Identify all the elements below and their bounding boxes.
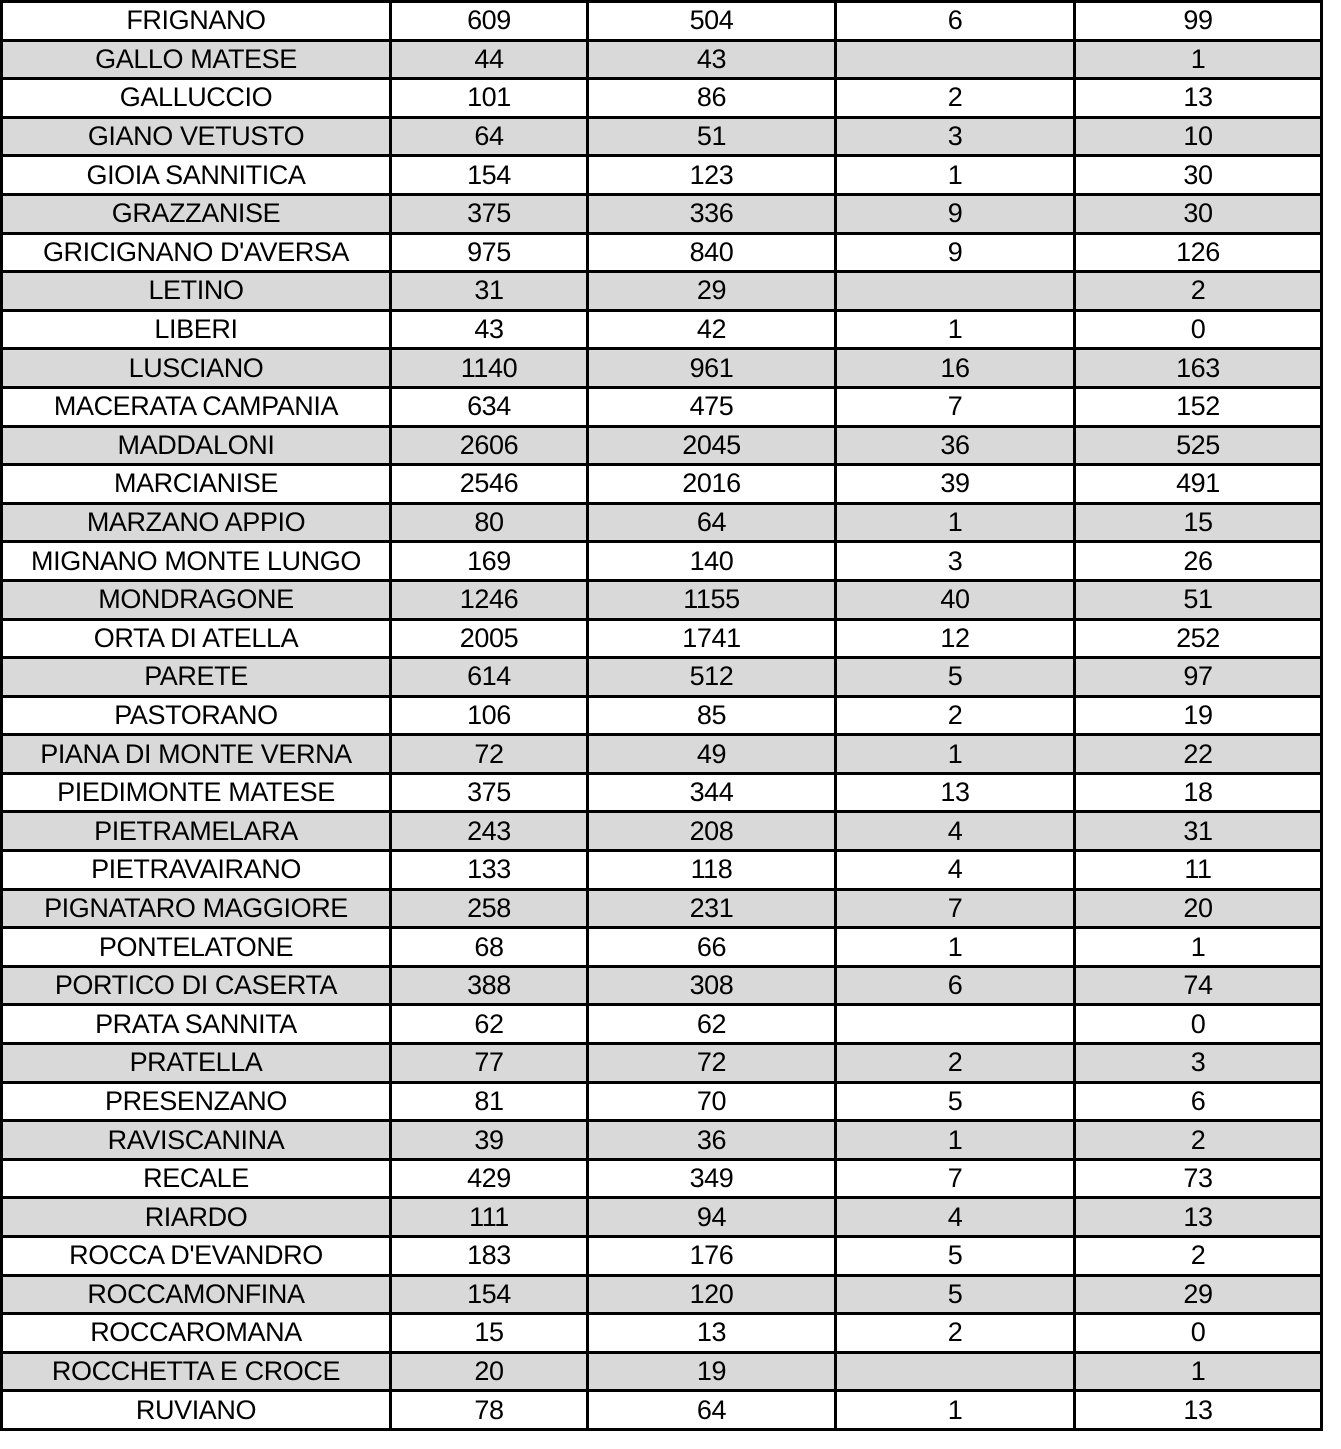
value-cell: 70 xyxy=(588,1082,836,1121)
municipality-name-cell: PRATELLA xyxy=(2,1044,391,1083)
table-body xyxy=(2,2,1322,1430)
value-cell: 2 xyxy=(836,79,1075,118)
value-cell: 634 xyxy=(391,387,588,426)
value-cell: 16 xyxy=(836,349,1075,388)
value-cell: 126 xyxy=(1075,233,1322,272)
table-row xyxy=(2,40,1322,79)
table-row xyxy=(2,387,1322,426)
municipality-name-cell: GIOIA SANNITICA xyxy=(2,156,391,195)
municipality-name-cell: ROCCHETTA E CROCE xyxy=(2,1352,391,1391)
table-row xyxy=(2,349,1322,388)
value-cell: 36 xyxy=(836,426,1075,465)
value-cell: 15 xyxy=(391,1314,588,1353)
value-cell: 1 xyxy=(1075,1352,1322,1391)
municipality-name-cell: PORTICO DI CASERTA xyxy=(2,966,391,1005)
table-row xyxy=(2,79,1322,118)
value-cell: 6 xyxy=(836,2,1075,41)
value-cell: 118 xyxy=(588,851,836,890)
value-cell: 375 xyxy=(391,194,588,233)
value-cell: 6 xyxy=(836,966,1075,1005)
municipality-name-cell: ORTA DI ATELLA xyxy=(2,619,391,658)
table-row xyxy=(2,426,1322,465)
municipality-name-cell: PARETE xyxy=(2,658,391,697)
municipality-name-cell: GALLUCCIO xyxy=(2,79,391,118)
value-cell: 183 xyxy=(391,1237,588,1276)
municipality-name-cell: ROCCA D'EVANDRO xyxy=(2,1237,391,1276)
value-cell: 231 xyxy=(588,889,836,928)
value-cell: 120 xyxy=(588,1275,836,1314)
municipality-name-cell: GRAZZANISE xyxy=(2,194,391,233)
value-cell: 66 xyxy=(588,928,836,967)
table-row xyxy=(2,1237,1322,1276)
value-cell: 1140 xyxy=(391,349,588,388)
municipality-name-cell: ROCCAROMANA xyxy=(2,1314,391,1353)
value-cell: 5 xyxy=(836,1275,1075,1314)
value-cell: 94 xyxy=(588,1198,836,1237)
value-cell: 243 xyxy=(391,812,588,851)
municipality-name-cell: LIBERI xyxy=(2,310,391,349)
value-cell: 62 xyxy=(588,1005,836,1044)
value-cell: 80 xyxy=(391,503,588,542)
value-cell: 1 xyxy=(836,503,1075,542)
table-row xyxy=(2,542,1322,581)
value-cell: 1 xyxy=(1075,928,1322,967)
value-cell: 31 xyxy=(1075,812,1322,851)
table-row xyxy=(2,1044,1322,1083)
value-cell: 111 xyxy=(391,1198,588,1237)
value-cell: 13 xyxy=(836,773,1075,812)
value-cell: 62 xyxy=(391,1005,588,1044)
value-cell: 13 xyxy=(1075,79,1322,118)
value-cell: 2045 xyxy=(588,426,836,465)
value-cell: 163 xyxy=(1075,349,1322,388)
value-cell: 2 xyxy=(836,1044,1075,1083)
table-row xyxy=(2,773,1322,812)
value-cell: 13 xyxy=(588,1314,836,1353)
value-cell: 106 xyxy=(391,696,588,735)
value-cell: 9 xyxy=(836,233,1075,272)
table-row xyxy=(2,156,1322,195)
value-cell: 101 xyxy=(391,79,588,118)
table-row xyxy=(2,812,1322,851)
value-cell: 1 xyxy=(1075,40,1322,79)
value-cell: 3 xyxy=(836,117,1075,156)
value-cell: 2 xyxy=(1075,1237,1322,1276)
table-row xyxy=(2,1314,1322,1353)
municipality-name-cell: GIANO VETUSTO xyxy=(2,117,391,156)
municipality-name-cell: MARCIANISE xyxy=(2,465,391,504)
value-cell xyxy=(836,40,1075,79)
value-cell: 19 xyxy=(1075,696,1322,735)
value-cell: 51 xyxy=(588,117,836,156)
municipality-name-cell: RIARDO xyxy=(2,1198,391,1237)
table-row xyxy=(2,1391,1322,1430)
municipality-name-cell: PIETRAMELARA xyxy=(2,812,391,851)
value-cell: 15 xyxy=(1075,503,1322,542)
table-row xyxy=(2,117,1322,156)
municipality-name-cell: PIEDIMONTE MATESE xyxy=(2,773,391,812)
value-cell: 77 xyxy=(391,1044,588,1083)
value-cell: 2 xyxy=(836,1314,1075,1353)
value-cell: 169 xyxy=(391,542,588,581)
municipality-name-cell: PONTELATONE xyxy=(2,928,391,967)
value-cell: 22 xyxy=(1075,735,1322,774)
value-cell: 0 xyxy=(1075,1005,1322,1044)
value-cell: 2005 xyxy=(391,619,588,658)
value-cell: 42 xyxy=(588,310,836,349)
municipality-name-cell: MONDRAGONE xyxy=(2,580,391,619)
table-row xyxy=(2,851,1322,890)
municipality-name-cell: FRIGNANO xyxy=(2,2,391,41)
municipality-name-cell: PIETRAVAIRANO xyxy=(2,851,391,890)
value-cell: 1741 xyxy=(588,619,836,658)
value-cell: 7 xyxy=(836,889,1075,928)
value-cell: 975 xyxy=(391,233,588,272)
value-cell: 2 xyxy=(836,696,1075,735)
municipality-name-cell: MIGNANO MONTE LUNGO xyxy=(2,542,391,581)
value-cell: 78 xyxy=(391,1391,588,1430)
value-cell: 133 xyxy=(391,851,588,890)
value-cell: 39 xyxy=(836,465,1075,504)
value-cell: 39 xyxy=(391,1121,588,1160)
table-row xyxy=(2,465,1322,504)
value-cell: 491 xyxy=(1075,465,1322,504)
municipality-name-cell: GRICIGNANO D'AVERSA xyxy=(2,233,391,272)
value-cell: 152 xyxy=(1075,387,1322,426)
value-cell: 512 xyxy=(588,658,836,697)
value-cell: 18 xyxy=(1075,773,1322,812)
value-cell: 85 xyxy=(588,696,836,735)
value-cell: 10 xyxy=(1075,117,1322,156)
value-cell: 614 xyxy=(391,658,588,697)
value-cell: 0 xyxy=(1075,310,1322,349)
value-cell: 4 xyxy=(836,851,1075,890)
table-row xyxy=(2,658,1322,697)
value-cell: 123 xyxy=(588,156,836,195)
table-row xyxy=(2,1159,1322,1198)
value-cell: 13 xyxy=(1075,1198,1322,1237)
value-cell: 336 xyxy=(588,194,836,233)
value-cell: 40 xyxy=(836,580,1075,619)
value-cell: 1 xyxy=(836,1391,1075,1430)
table-row xyxy=(2,1005,1322,1044)
municipality-name-cell: PRATA SANNITA xyxy=(2,1005,391,1044)
municipality-name-cell: RECALE xyxy=(2,1159,391,1198)
value-cell: 86 xyxy=(588,79,836,118)
municipality-name-cell: RUVIANO xyxy=(2,1391,391,1430)
table-row xyxy=(2,889,1322,928)
value-cell xyxy=(836,1005,1075,1044)
value-cell: 26 xyxy=(1075,542,1322,581)
table-row xyxy=(2,580,1322,619)
table-row xyxy=(2,2,1322,41)
value-cell: 2546 xyxy=(391,465,588,504)
value-cell: 30 xyxy=(1075,194,1322,233)
value-cell: 43 xyxy=(588,40,836,79)
table-row xyxy=(2,966,1322,1005)
municipality-name-cell: PASTORANO xyxy=(2,696,391,735)
value-cell: 154 xyxy=(391,156,588,195)
value-cell: 2 xyxy=(1075,1121,1322,1160)
table-row xyxy=(2,1082,1322,1121)
value-cell: 2 xyxy=(1075,272,1322,311)
table-row xyxy=(2,1121,1322,1160)
value-cell: 81 xyxy=(391,1082,588,1121)
table-row xyxy=(2,696,1322,735)
value-cell: 19 xyxy=(588,1352,836,1391)
municipality-name-cell: LUSCIANO xyxy=(2,349,391,388)
value-cell: 475 xyxy=(588,387,836,426)
value-cell: 44 xyxy=(391,40,588,79)
value-cell: 1 xyxy=(836,1121,1075,1160)
value-cell: 2016 xyxy=(588,465,836,504)
value-cell: 49 xyxy=(588,735,836,774)
value-cell: 208 xyxy=(588,812,836,851)
municipality-name-cell: PRESENZANO xyxy=(2,1082,391,1121)
value-cell: 5 xyxy=(836,1082,1075,1121)
value-cell: 252 xyxy=(1075,619,1322,658)
municipality-name-cell: PIGNATARO MAGGIORE xyxy=(2,889,391,928)
value-cell: 7 xyxy=(836,1159,1075,1198)
municipality-name-cell: MACERATA CAMPANIA xyxy=(2,387,391,426)
table-row xyxy=(2,928,1322,967)
value-cell: 1 xyxy=(836,735,1075,774)
value-cell: 4 xyxy=(836,1198,1075,1237)
value-cell: 1246 xyxy=(391,580,588,619)
table-row xyxy=(2,1198,1322,1237)
municipality-name-cell: LETINO xyxy=(2,272,391,311)
value-cell: 97 xyxy=(1075,658,1322,697)
value-cell: 20 xyxy=(1075,889,1322,928)
value-cell: 36 xyxy=(588,1121,836,1160)
value-cell: 64 xyxy=(391,117,588,156)
value-cell: 375 xyxy=(391,773,588,812)
value-cell xyxy=(836,272,1075,311)
value-cell: 5 xyxy=(836,658,1075,697)
municipality-name-cell: PIANA DI MONTE VERNA xyxy=(2,735,391,774)
value-cell: 176 xyxy=(588,1237,836,1276)
value-cell: 73 xyxy=(1075,1159,1322,1198)
table-row xyxy=(2,194,1322,233)
value-cell: 388 xyxy=(391,966,588,1005)
value-cell: 258 xyxy=(391,889,588,928)
value-cell: 99 xyxy=(1075,2,1322,41)
value-cell: 1155 xyxy=(588,580,836,619)
value-cell: 961 xyxy=(588,349,836,388)
value-cell: 140 xyxy=(588,542,836,581)
table-row xyxy=(2,1352,1322,1391)
value-cell: 1 xyxy=(836,928,1075,967)
value-cell: 154 xyxy=(391,1275,588,1314)
table-row xyxy=(2,310,1322,349)
table-row xyxy=(2,619,1322,658)
value-cell: 68 xyxy=(391,928,588,967)
value-cell: 13 xyxy=(1075,1391,1322,1430)
value-cell: 29 xyxy=(1075,1275,1322,1314)
municipality-name-cell: RAVISCANINA xyxy=(2,1121,391,1160)
table-row xyxy=(2,503,1322,542)
value-cell: 1 xyxy=(836,156,1075,195)
value-cell: 72 xyxy=(391,735,588,774)
value-cell: 344 xyxy=(588,773,836,812)
table-row xyxy=(2,233,1322,272)
value-cell: 3 xyxy=(1075,1044,1322,1083)
value-cell: 29 xyxy=(588,272,836,311)
value-cell: 349 xyxy=(588,1159,836,1198)
value-cell: 31 xyxy=(391,272,588,311)
value-cell: 1 xyxy=(836,310,1075,349)
value-cell: 429 xyxy=(391,1159,588,1198)
value-cell: 72 xyxy=(588,1044,836,1083)
value-cell: 0 xyxy=(1075,1314,1322,1353)
table-row xyxy=(2,272,1322,311)
value-cell: 840 xyxy=(588,233,836,272)
table-row xyxy=(2,735,1322,774)
value-cell: 64 xyxy=(588,1391,836,1430)
value-cell: 6 xyxy=(1075,1082,1322,1121)
value-cell xyxy=(836,1352,1075,1391)
value-cell: 7 xyxy=(836,387,1075,426)
value-cell: 74 xyxy=(1075,966,1322,1005)
value-cell: 9 xyxy=(836,194,1075,233)
municipality-name-cell: MADDALONI xyxy=(2,426,391,465)
value-cell: 5 xyxy=(836,1237,1075,1276)
value-cell: 609 xyxy=(391,2,588,41)
table-row xyxy=(2,1275,1322,1314)
value-cell: 20 xyxy=(391,1352,588,1391)
municipality-name-cell: ROCCAMONFINA xyxy=(2,1275,391,1314)
value-cell: 4 xyxy=(836,812,1075,851)
value-cell: 51 xyxy=(1075,580,1322,619)
value-cell: 308 xyxy=(588,966,836,1005)
value-cell: 30 xyxy=(1075,156,1322,195)
value-cell: 2606 xyxy=(391,426,588,465)
value-cell: 504 xyxy=(588,2,836,41)
municipality-name-cell: MARZANO APPIO xyxy=(2,503,391,542)
value-cell: 525 xyxy=(1075,426,1322,465)
municipality-name-cell: GALLO MATESE xyxy=(2,40,391,79)
value-cell: 11 xyxy=(1075,851,1322,890)
value-cell: 3 xyxy=(836,542,1075,581)
value-cell: 64 xyxy=(588,503,836,542)
value-cell: 43 xyxy=(391,310,588,349)
value-cell: 12 xyxy=(836,619,1075,658)
